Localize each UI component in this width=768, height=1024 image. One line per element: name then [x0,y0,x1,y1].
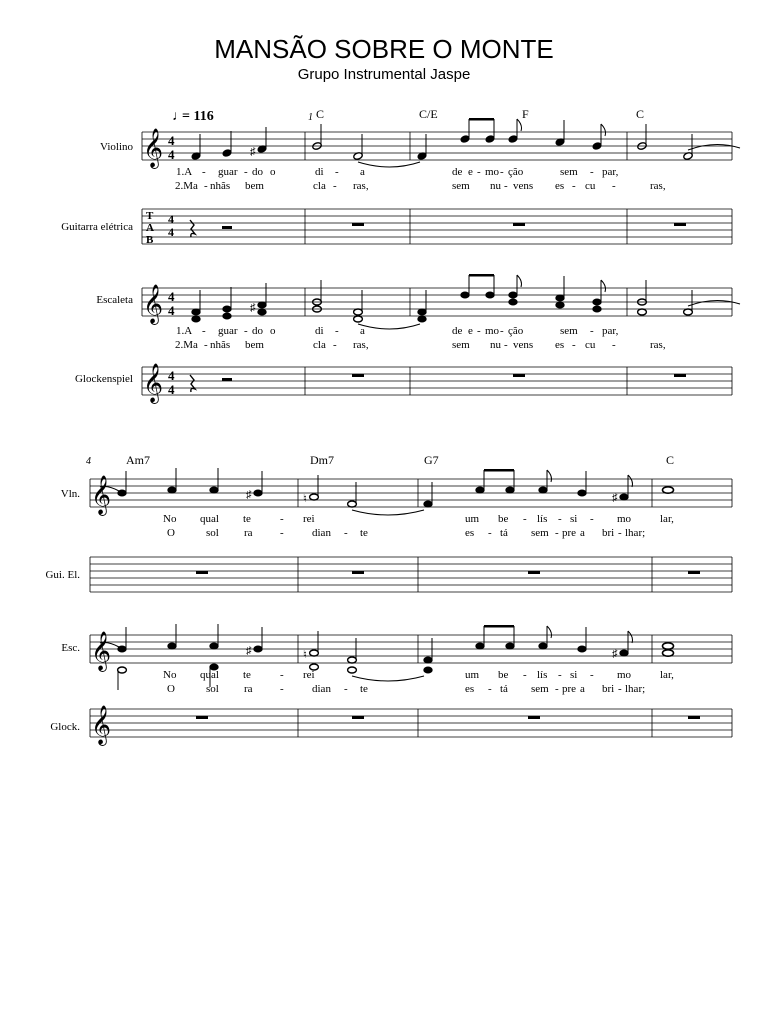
svg-text:cla: cla [313,180,326,192]
svg-text:♮: ♮ [303,493,307,505]
svg-text:2.Ma: 2.Ma [175,180,198,192]
svg-text:sem: sem [452,339,470,351]
time-signature-top: 4 [168,289,175,304]
svg-text:-: - [555,683,559,695]
svg-text:um: um [465,669,480,681]
treble-clef: 𝄞 [91,707,112,744]
svg-text:par,: par, [602,325,619,337]
svg-text:-: - [500,325,504,337]
instrument-name: Vln. [60,488,80,500]
svg-text:-: - [572,339,576,351]
svg-text:nhãs: nhãs [210,339,231,351]
svg-text:1.A: 1.A [176,166,193,178]
svg-text:sol: sol [206,527,219,539]
svg-text:mo: mo [485,166,500,178]
svg-text:-: - [477,325,481,337]
svg-text:guar: guar [218,325,238,337]
instrument-name: Gui. El. [45,569,80,581]
svg-text:-: - [335,166,339,178]
instrument-name: Violino [100,141,133,153]
svg-text:O: O [167,683,175,695]
svg-text:nhãs: nhãs [210,180,231,192]
chord-symbol: G7 [424,453,439,467]
guitar-rests [196,571,700,574]
svg-text:de: de [452,325,463,337]
svg-text:-: - [612,339,616,351]
svg-text:lhar;: lhar; [625,683,646,695]
svg-text:-: - [202,166,206,178]
svg-text:tá: tá [500,683,508,695]
svg-text:No: No [163,669,177,681]
svg-text:mo: mo [617,669,632,681]
instrument-name: Escaleta [96,294,133,306]
escaleta-notes [100,624,674,690]
svg-text:te: te [243,513,251,525]
svg-text:es: es [465,527,475,539]
svg-text:be: be [498,669,509,681]
svg-text:ra: ra [244,683,253,695]
treble-clef: 𝄞 [91,477,112,514]
svg-text:-: - [477,166,481,178]
svg-text:es: es [465,683,475,695]
treble-clef: 𝄞 [143,130,164,167]
svg-text:ção: ção [508,325,524,337]
svg-text:♯: ♯ [250,146,256,158]
glockenspiel-rests [196,716,700,719]
svg-text:lhar;: lhar; [625,527,646,539]
time-signature-top: 4 [168,133,175,148]
volta-number: 1 [308,112,313,123]
svg-text:vens: vens [513,339,534,351]
svg-text:-: - [555,527,559,539]
glockenspiel-staff [90,709,732,737]
time-signature-bottom: 4 [168,225,174,239]
svg-text:nu: nu [490,339,501,351]
instrument-name: Glock. [50,721,80,733]
svg-text:-: - [590,669,594,681]
svg-text:bem: bem [245,180,264,192]
svg-text:sem: sem [531,527,549,539]
svg-text:a: a [360,325,365,337]
svg-text:-: - [280,513,284,525]
svg-text:-: - [504,180,508,192]
measure-number: 4 [86,456,91,467]
svg-text:lar,: lar, [660,513,674,525]
svg-text:cu: cu [585,180,596,192]
svg-text:pre: pre [562,527,577,539]
escaleta-lyrics-verse2 [167,683,645,695]
svg-text:bri: bri [602,683,615,695]
svg-text:ção: ção [508,166,524,178]
svg-text:2.Ma: 2.Ma [175,339,198,351]
svg-text:-: - [590,166,594,178]
svg-text:es: es [555,180,565,192]
escaleta-staff [90,635,732,663]
svg-text:be: be [498,513,509,525]
violin-staff [90,479,732,507]
svg-text:-: - [590,513,594,525]
svg-text:de: de [452,166,463,178]
svg-text:♯: ♯ [246,645,252,657]
svg-text:O: O [167,527,175,539]
svg-text:di: di [315,166,324,178]
svg-text:♯: ♯ [612,492,618,504]
svg-text:di: di [315,325,324,337]
chord-symbol: C [316,107,325,121]
svg-text:-: - [558,513,562,525]
svg-text:e: e [468,166,473,178]
score-title: MANSÃO SOBRE O MONTE [214,34,554,64]
chord-symbol: C [666,453,675,467]
time-signature-bottom: 4 [168,147,175,162]
svg-text:-: - [488,683,492,695]
glockenspiel-rests [190,374,686,392]
treble-clef: 𝄞 [143,365,164,402]
svg-text:-: - [618,527,622,539]
svg-text:cla: cla [313,339,326,351]
svg-text:es: es [555,339,565,351]
time-signature-top: 4 [168,212,174,226]
svg-text:ras,: ras, [353,180,369,192]
svg-text:-: - [202,325,206,337]
svg-text:te: te [360,683,368,695]
svg-text:a: a [360,166,365,178]
escaleta-lyrics-verse1 [176,325,619,337]
svg-text:-: - [244,325,248,337]
svg-text:ras,: ras, [650,180,666,192]
svg-text:lar,: lar, [660,669,674,681]
instrument-name: Esc. [61,642,80,654]
svg-text:-: - [572,180,576,192]
svg-text:dian: dian [312,527,331,539]
svg-text:-: - [333,180,337,192]
svg-text:si: si [570,513,578,525]
svg-text:-: - [244,166,248,178]
svg-text:-: - [558,669,562,681]
instrument-name: Guitarra elétrica [61,221,133,233]
svg-text:-: - [344,683,348,695]
score-subtitle: Grupo Instrumental Jaspe [297,66,471,83]
svg-text:a: a [580,527,585,539]
svg-text:si: si [570,669,578,681]
svg-text:guar: guar [218,166,238,178]
chord-symbol: C/E [419,107,438,121]
instrument-name: Glockenspiel [74,373,133,385]
tempo-glyph: ♩ [172,109,186,124]
svg-text:pre: pre [562,683,577,695]
svg-text:um: um [465,513,480,525]
tempo-marking: = 116 [182,109,214,124]
svg-text:rei: rei [303,513,315,525]
svg-text:-: - [523,513,527,525]
svg-text:sem: sem [452,180,470,192]
svg-text:bem: bem [245,339,264,351]
svg-text:qual: qual [200,669,219,681]
svg-text:o: o [270,166,276,178]
svg-text:No: No [163,513,177,525]
svg-text:♯: ♯ [612,648,618,660]
escaleta-notes [192,274,740,329]
treble-clef: 𝄞 [91,633,112,670]
svg-text:lís: lís [537,513,548,525]
violin-lyrics-verse1 [176,166,619,178]
escaleta-lyrics-verse1 [163,669,674,681]
chord-symbol: F [522,107,529,121]
escaleta-lyrics-verse2 [175,339,666,351]
svg-text:cu: cu [585,339,596,351]
svg-text:ras,: ras, [353,339,369,351]
tab-clef: B [146,234,154,246]
svg-text:-: - [204,339,208,351]
svg-text:-: - [280,683,284,695]
svg-text:-: - [500,166,504,178]
time-signature-top: 4 [168,368,175,383]
svg-text:a: a [580,683,585,695]
svg-text:par,: par, [602,166,619,178]
guitar-rests [190,220,686,237]
svg-text:te: te [360,527,368,539]
svg-text:1.A: 1.A [176,325,193,337]
svg-text:♯: ♯ [250,302,256,314]
svg-text:sem: sem [531,683,549,695]
violin-lyrics-verse1 [163,513,674,525]
svg-text:-: - [523,669,527,681]
svg-text:-: - [204,180,208,192]
svg-text:-: - [280,669,284,681]
svg-text:sem: sem [560,325,578,337]
svg-text:do: do [252,325,263,337]
svg-text:-: - [333,339,337,351]
svg-text:sol: sol [206,683,219,695]
svg-text:-: - [335,325,339,337]
svg-text:-: - [344,527,348,539]
svg-text:qual: qual [200,513,219,525]
svg-text:nu: nu [490,180,501,192]
svg-text:-: - [590,325,594,337]
chord-symbol: Am7 [126,453,150,467]
violin-notes [100,468,674,515]
svg-text:-: - [488,527,492,539]
svg-text:lís: lís [537,669,548,681]
svg-text:do: do [252,166,263,178]
tab-clef: A [146,222,154,234]
treble-clef: 𝄞 [143,286,164,323]
svg-text:o: o [270,325,276,337]
svg-text:e: e [468,325,473,337]
svg-text:-: - [618,683,622,695]
svg-text:bri: bri [602,527,615,539]
svg-text:te: te [243,669,251,681]
svg-text:dian: dian [312,683,331,695]
chord-symbol: Dm7 [310,453,334,467]
svg-text:vens: vens [513,180,534,192]
svg-text:-: - [504,339,508,351]
svg-text:tá: tá [500,527,508,539]
tab-clef: T [146,210,154,222]
chord-symbol: C [636,107,645,121]
violin-lyrics-verse2 [167,527,645,539]
svg-text:-: - [280,527,284,539]
svg-text:-: - [612,180,616,192]
time-signature-bottom: 4 [168,382,175,397]
svg-text:mo: mo [617,513,632,525]
svg-text:♮: ♮ [303,649,307,661]
svg-text:ras,: ras, [650,339,666,351]
svg-text:mo: mo [485,325,500,337]
guitar-tab-staff [90,557,732,592]
svg-text:rei: rei [303,669,315,681]
violin-lyrics-verse2 [175,180,666,192]
svg-text:sem: sem [560,166,578,178]
svg-text:♯: ♯ [246,489,252,501]
time-signature-bottom: 4 [168,303,175,318]
svg-text:ra: ra [244,527,253,539]
